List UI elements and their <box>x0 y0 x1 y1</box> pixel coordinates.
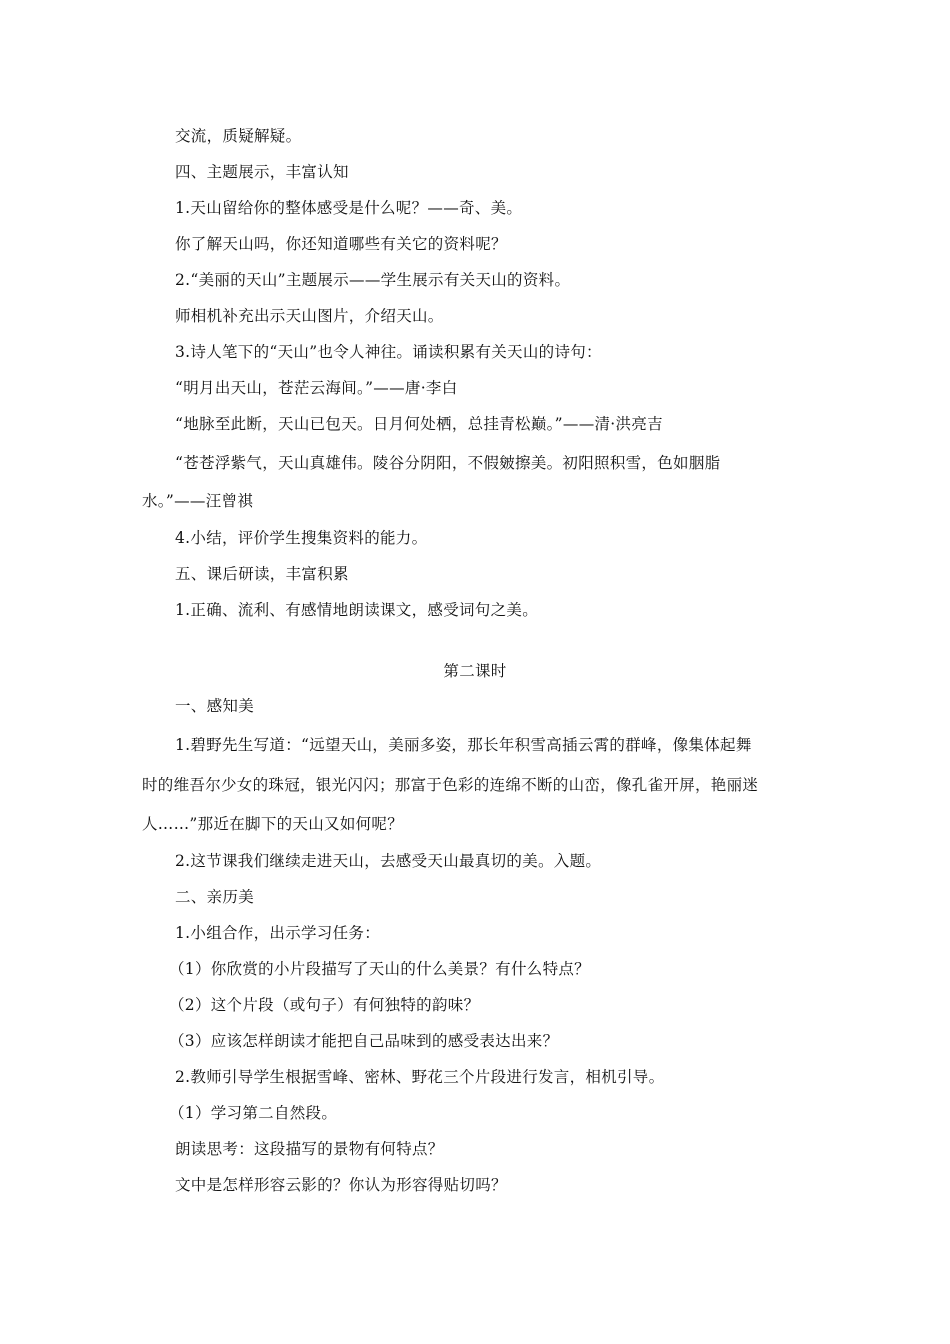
section-heading: 一、感知美 <box>175 697 255 715</box>
task-item: （3）应该怎样朗读才能把自己品味到的感受表达出来？ <box>169 1032 559 1050</box>
paragraph: 朗读思考：这段描写的景物有何特点？ <box>175 1140 444 1158</box>
paragraph: 2.这节课我们继续走进天山，去感受天山最真切的美。入题。 <box>175 852 602 870</box>
section-heading: 四、主题展示，丰富认知 <box>175 163 349 181</box>
paragraph-continued: 时的维吾尔少女的珠冠，银光闪闪；那富于色彩的连绵不断的山峦，像孔雀开屏，艳丽迷 <box>142 776 759 794</box>
paragraph: 3.诗人笔下的“天山”也令人神往。诵读积累有关天山的诗句： <box>175 343 602 361</box>
section-heading: 五、课后研读，丰富积累 <box>175 565 349 583</box>
paragraph: 1.碧野先生写道：“远望天山，美丽多姿，那长年积雪高插云霄的群峰，像集体起舞 <box>175 736 752 754</box>
paragraph: 1.正确、流利、有感情地朗读课文，感受词句之美。 <box>175 601 538 619</box>
paragraph: 师相机补充出示天山图片，介绍天山。 <box>175 307 444 325</box>
poem-quote: “苍苍浮紫气，天山真雄伟。陵谷分阴阳，不假皴擦美。初阳照积雪，色如胭脂 <box>175 454 721 472</box>
task-item: （1）你欣赏的小片段描写了天山的什么美景？有什么特点？ <box>169 960 590 978</box>
paragraph: 2.“美丽的天山”主题展示——学生展示有关天山的资料。 <box>175 271 571 289</box>
paragraph-continued: 人……”那近在脚下的天山又如何呢？ <box>142 815 404 833</box>
lesson-title: 第二课时 <box>443 662 507 680</box>
paragraph: 2.教师引导学生根据雪峰、密林、野花三个片段进行发言，相机引导。 <box>175 1068 665 1086</box>
paragraph: 交流，质疑解疑。 <box>175 127 302 145</box>
section-heading: 二、亲历美 <box>175 888 255 906</box>
poem-quote: “明月出天山，苍茫云海间。”——唐·李白 <box>175 379 458 397</box>
paragraph: 你了解天山吗，你还知道哪些有关它的资料呢？ <box>175 235 507 253</box>
task-item: （1）学习第二自然段。 <box>169 1104 338 1122</box>
paragraph: 文中是怎样形容云影的？你认为形容得贴切吗？ <box>175 1176 507 1194</box>
task-item: （2）这个片段（或句子）有何独特的韵味？ <box>169 996 480 1014</box>
poem-quote-continued: 水。”——汪曾祺 <box>142 492 254 510</box>
paragraph: 4.小结，评价学生搜集资料的能力。 <box>175 529 428 547</box>
paragraph: 1.小组合作，出示学习任务： <box>175 924 380 942</box>
poem-quote: “地脉至此断，天山已包天。日月何处栖，总挂青松巅。”——清·洪亮吉 <box>175 415 663 433</box>
paragraph: 1.天山留给你的整体感受是什么呢？——奇、美。 <box>175 199 523 217</box>
